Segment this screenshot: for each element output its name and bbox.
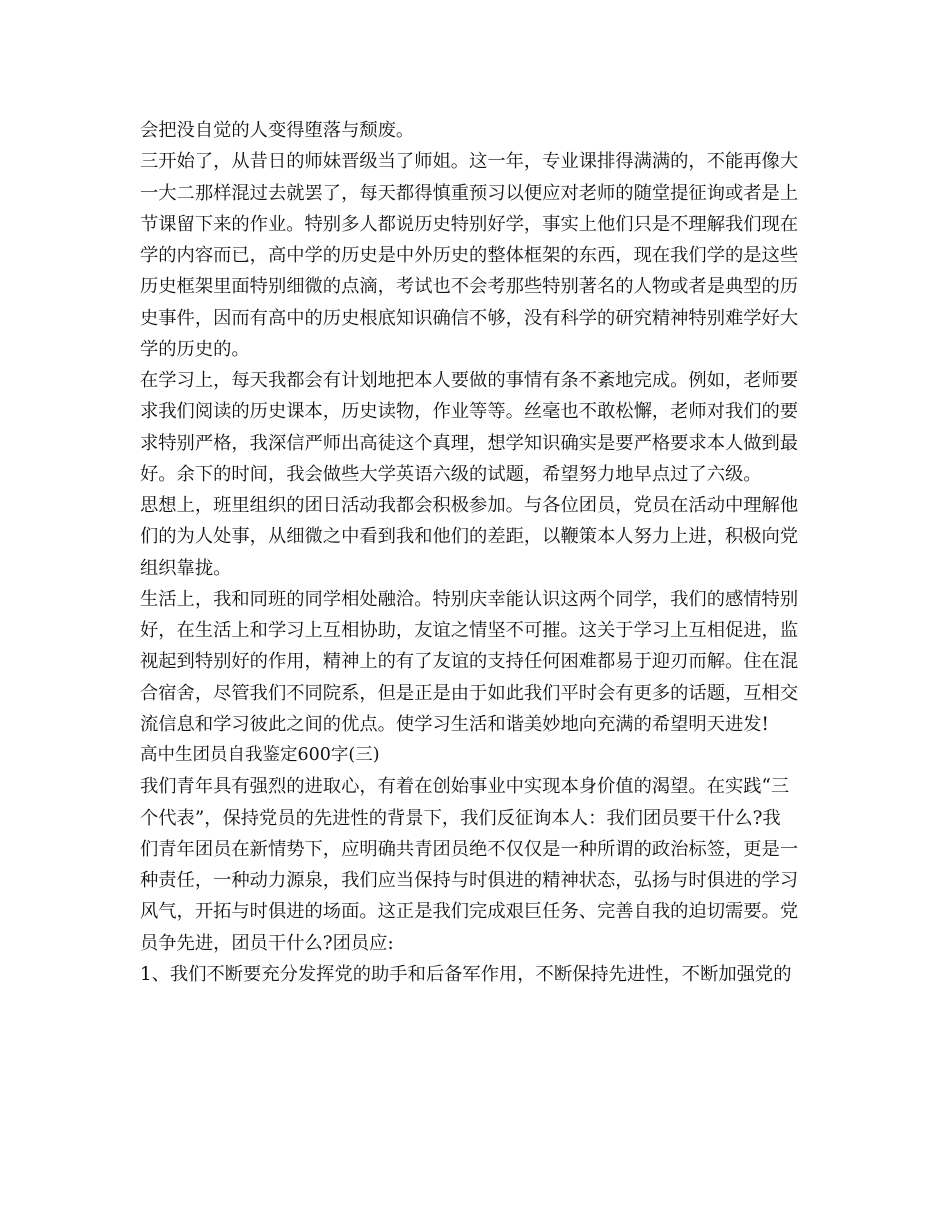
paragraph-line: 们青年团员在新情势下，应明确共青团员绝不仅仅是一种所谓的政治标签，更是一 <box>140 838 799 860</box>
paragraph-line: 好。余下的时间，我会做些大学英语六级的试题，希望努力地早点过了六级。 <box>140 463 762 485</box>
paragraph-line: 流信息和学习彼此之间的优点。使学习生活和谐美妙地向充满的希望明天进发! <box>140 713 769 735</box>
paragraph-line: 一大二那样混过去就罢了，每天都得慎重预习以便应对老师的随堂提征询或者是上 <box>140 182 799 204</box>
paragraph-line: 史事件，因而有高中的历史根底知识确信不够，没有科学的研究精神特别难学好大 <box>140 307 799 329</box>
paragraph-line: 会把没自觉的人变得堕落与颓废。 <box>140 120 415 141</box>
paragraph-line: 种责任，一种动力源泉，我们应当保持与时俱进的精神状态，弘扬与时俱进的学习 <box>140 870 799 891</box>
paragraph-line: 们的为人处事，从细微之中看到我和他们的差距，以鞭策本人努力上进，积极向党 <box>140 526 799 548</box>
paragraph-line: 视起到特别好的作用，精神上的有了友谊的支持任何困难都易于迎刃而解。住在混 <box>140 651 799 673</box>
paragraph-line: 生活上，我和同班的同学相处融洽。特别庆幸能认识这两个同学，我们的感情特别 <box>140 588 799 610</box>
paragraph-line: 求特别严格，我深信严师出高徒这个真理，想学知识确实是要严格要求本人做到最 <box>140 432 799 454</box>
paragraph-line: 好，在生活上和学习上互相协助，友谊之情坚不可摧。这关于学习上互相促进，监 <box>140 620 799 641</box>
paragraph-line: 思想上，班里组织的团日活动我都会积极参加。与各位团员，党员在活动中理解他 <box>140 495 799 516</box>
paragraph-line: 三开始了，从昔日的师妹晋级当了师姐。这一年，专业课排得满满的，不能再像大 <box>140 151 799 173</box>
document-body <box>140 115 812 990</box>
paragraph-line: 员争先进，团员干什么?团员应: <box>140 932 394 954</box>
paragraph-line: 求我们阅读的历史课本，历史读物，作业等等。丝毫也不敢松懈，老师对我们的要 <box>140 401 799 423</box>
paragraph-line: 合宿舍，尽管我们不同院系，但是正是由于如此我们平时会有更多的话题，互相交 <box>140 682 799 704</box>
paragraph-line: 风气，开拓与时俱进的场面。这正是我们完成艰巨任务、完善自我的迫切需要。党 <box>140 901 799 923</box>
paragraph-line: 个代表”，保持党员的先进性的背景下，我们反征询本人：我们团员要干什么?我 <box>140 807 781 829</box>
paragraph-line: 1、我们不断要充分发挥党的助手和后备军作用，不断保持先进性，不断加强党的 <box>140 963 792 985</box>
paragraph-line: 组织靠拢。 <box>140 557 232 579</box>
paragraph-line: 历史框架里面特别细微的点滴，考试也不会考那些特别著名的人物或者是典型的历 <box>140 276 799 298</box>
paragraph-line: 学的历史的。 <box>140 338 250 360</box>
paragraph-line: 我们青年具有强烈的进取心，有着在创始事业中实现本身价值的渴望。在实践“三 <box>140 776 790 798</box>
section-heading: 高中生团员自我鉴定600字(三) <box>140 745 380 765</box>
paragraph-line: 学的内容而已，高中学的历史是中外历史的整体框架的东西，现在我们学的是这些 <box>140 245 799 266</box>
paragraph-line: 在学习上，每天我都会有计划地把本人要做的事情有条不紊地完成。例如，老师要 <box>140 370 799 391</box>
paragraph-line: 节课留下来的作业。特别多人都说历史特别好学，事实上他们只是不理解我们现在 <box>140 213 799 235</box>
